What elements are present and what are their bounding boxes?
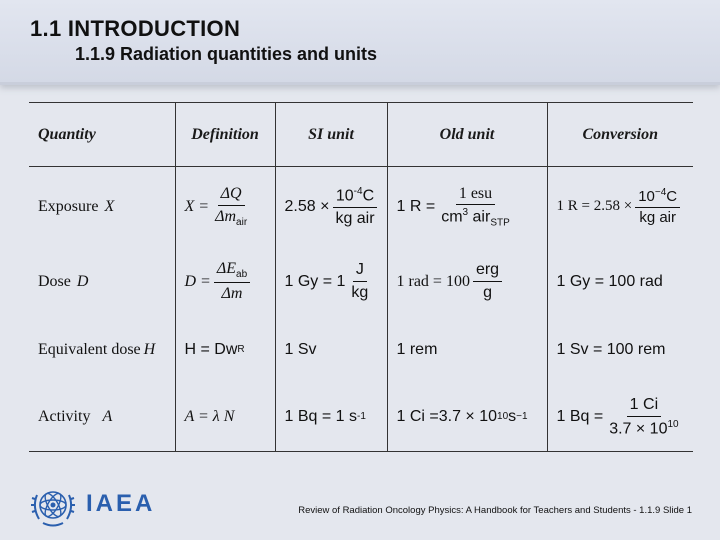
old-unit-equivalent-dose: 1 rem (387, 317, 547, 383)
symbol-activity: A (102, 407, 113, 425)
conversion-dose: 1 Gy = 100 rad (556, 272, 663, 290)
section-title: 1.1 INTRODUCTION (30, 16, 241, 41)
header-quantity: Quantity (29, 103, 175, 167)
quantity-equivalent-dose: Equivalent dose H (29, 317, 175, 383)
table-row-exposure (29, 167, 693, 247)
old-unit-dose: 1 rad = 100 $\frac{\text{erg}}{g}$ (387, 247, 547, 317)
definition-dose: D = $\frac{\Delta E_{ab}}{\Delta m}$ (175, 247, 275, 317)
slide-header (0, 0, 720, 85)
header-si-unit: SI unit (275, 103, 387, 167)
old-unit-activity: 1 Ci =3.7 × 10 10 s −1 (387, 383, 547, 452)
footer-citation: Review of Radiation Oncology Physics: A Handbook for Teachers and Students - 1.1.9 Slide 1 (298, 505, 692, 516)
subsection-title: 1.1.9 Radiation quantities and units (75, 44, 378, 64)
si-unit-activity: 1 Bq = 1 s -1 (275, 383, 387, 452)
conversion-activity: 1 Bq = $\frac{1 Ci}{3.7 \times 10^{10}}$ (547, 383, 693, 452)
iaea-logo-text: IAEA (86, 490, 156, 517)
header-conversion: Conversion (547, 103, 693, 167)
si-unit-dose: 1 Gy = 1 $\frac{J}{kg}$ (275, 247, 387, 317)
fraction: $\frac{10^{-4}C}{\text{kg air}}$ (635, 187, 680, 227)
symbol-exposure: X (104, 197, 115, 215)
quantity-exposure: Exposure X (29, 167, 175, 247)
fraction: $\frac{10^{-4}C}{\text{kg air}}$ (332, 186, 377, 228)
si-unit-exposure: 2.58 × $\frac{10^{-4}C}{\text{kg air}}$ (275, 167, 387, 247)
definition-activity: A = λ N (175, 383, 275, 452)
quantity-activity: Activity A (29, 383, 175, 452)
table-row-activity (29, 383, 693, 452)
header-definition: Definition (175, 103, 275, 167)
fraction: $\frac{\text{1 esu}}{cm^3 air_{STP}}$ (441, 184, 510, 229)
old-unit-exposure: 1 R = $\frac{\text{1 esu}}{cm^3 air_{STP}}$ (387, 167, 547, 247)
iaea-logo-icon (29, 483, 77, 529)
fraction: $\frac{J}{kg}$ (351, 261, 369, 301)
fraction: $\frac{\Delta E_{ab}}{\Delta m}$ (214, 260, 250, 303)
conversion-equivalent-dose: 1 Sv = 100 rem (556, 340, 666, 358)
symbol-dose: D (76, 272, 89, 290)
table-row-equivalent-dose (29, 317, 693, 383)
header-old-unit: Old unit (387, 103, 547, 167)
symbol-equivalent-dose: H (143, 340, 156, 358)
fraction: $\frac{1 Ci}{3.7 \times 10^{10}}$ (609, 395, 679, 437)
si-unit-equivalent-dose: 1 Sv (275, 317, 387, 383)
definition-equivalent-dose: H = Dw R (175, 317, 275, 383)
fraction: $\frac{\text{erg}}{g}$ (473, 261, 502, 301)
quantities-table (29, 102, 693, 452)
table-header-row (29, 103, 693, 167)
quantity-dose: Dose D (29, 247, 175, 317)
conversion-exposure: 1 R = 2.58 × $\frac{10^{-4}C}{\text{kg air}}$ (547, 167, 693, 247)
fraction: $\frac{\Delta Q}{\Delta m_{air}}$ (215, 185, 248, 229)
definition-exposure: X = $\frac{\Delta Q}{\Delta m_{air}}$ (175, 167, 275, 247)
table-row-dose (29, 247, 693, 317)
